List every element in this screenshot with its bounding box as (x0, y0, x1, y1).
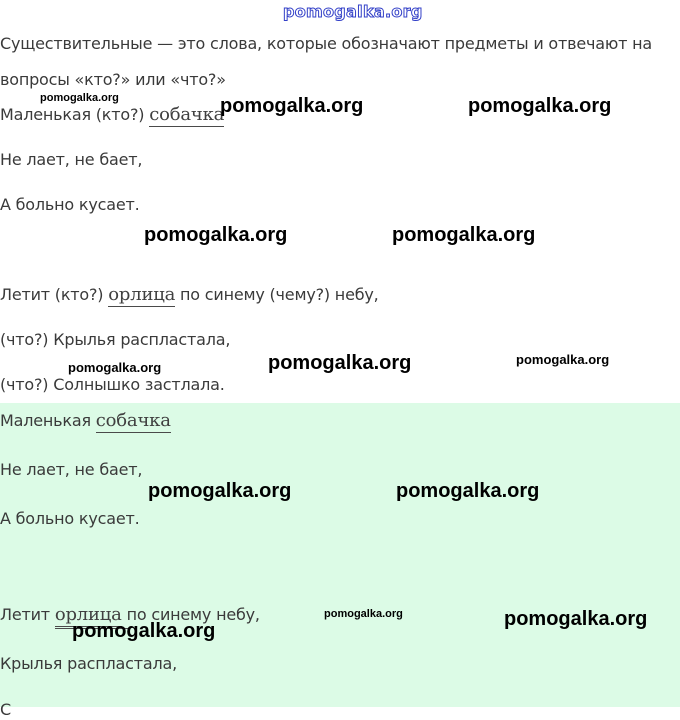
poem-q-line-6: (что?) Солнышко застлала. (0, 375, 225, 394)
poem-q-line-5: (что?) Крылья распластала, (0, 330, 231, 349)
poem-q-line-2: Не лает, не бает, (0, 150, 143, 169)
watermark: pomogalka.org (268, 352, 412, 374)
watermark: pomogalka.org (392, 224, 536, 246)
watermark: pomogalka.org (516, 352, 610, 367)
poem-q-line-1 (0, 105, 224, 125)
poem-q-line-3: А больно кусает. (0, 195, 140, 214)
watermark: pomogalka.org (468, 95, 612, 117)
watermark: pomogalka.org (68, 360, 162, 375)
watermark: pomogalka.org (72, 620, 216, 642)
site-logo[interactable]: pomogalka.org (283, 2, 423, 21)
poem-q-line-1-prefix: Маленькая (кто?) (0, 105, 150, 124)
answer-noun-sobachka: собачка (95, 410, 171, 431)
watermark: pomogalka.org (144, 224, 288, 246)
poem-q-line-4 (0, 285, 379, 305)
watermark: pomogalka.org (148, 480, 292, 502)
poem-a-line-4-prefix: Летит (0, 605, 55, 624)
noun-sobachka: собачка (149, 104, 225, 125)
poem-a-line-5: Крылья распластала, (0, 654, 178, 673)
noun-orlitsa: орлица (108, 284, 176, 305)
poem-a-line-1-prefix: Маленькая (0, 411, 96, 430)
poem-a-line-4-suffix: по синему небу, (121, 605, 260, 624)
watermark: pomogalka.org (324, 608, 403, 620)
poem-q-line-4-prefix: Летит (кто?) (0, 285, 109, 304)
intro-line-2: вопросы «кто?» или «что?» (0, 70, 226, 89)
watermark: pomogalka.org (220, 95, 364, 117)
poem-q-line-4-suffix: по синему (чему?) небу, (175, 285, 379, 304)
poem-a-line-2: Не лает, не бает, (0, 460, 143, 479)
watermark: pomogalka.org (40, 92, 119, 104)
watermark: pomogalka.org (396, 480, 540, 502)
poem-a-line-1 (0, 411, 171, 431)
answer-noun-orlitsa: орлица (54, 604, 122, 625)
poem-a-line-6-partial: С (0, 700, 11, 719)
intro-line-1: Существительные — это слова, которые обозначают предметы и отвечают на (0, 34, 653, 53)
poem-a-line-3: А больно кусает. (0, 509, 140, 528)
watermark: pomogalka.org (504, 608, 648, 630)
